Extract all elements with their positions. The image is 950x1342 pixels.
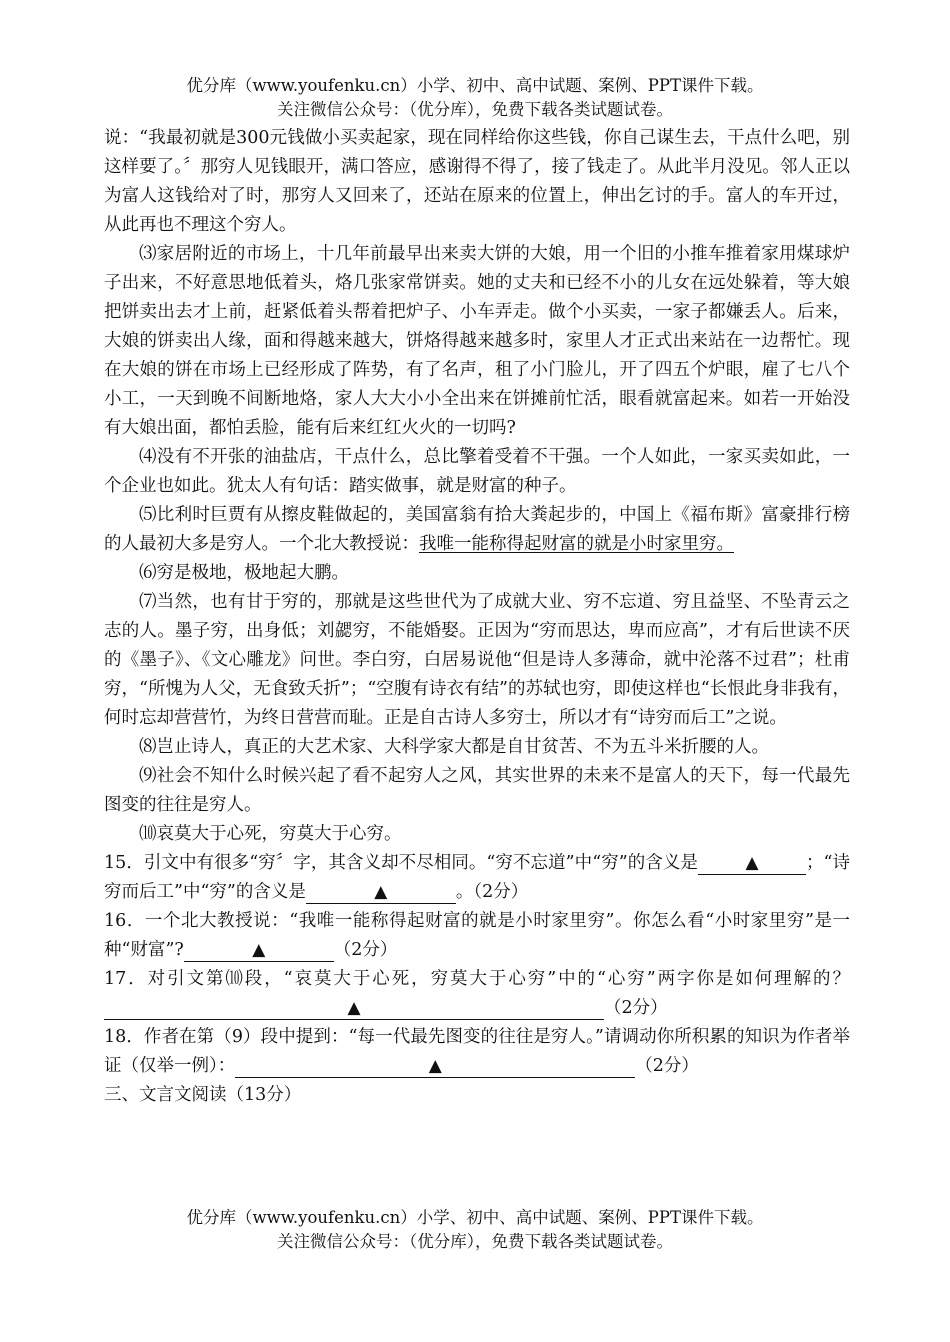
- question-15-text: 15．引文中有很多“穷〞字，其含义却不尽相同。“穷不忘道”中“穷”的含义是: [104, 853, 698, 873]
- page-header: [0, 74, 950, 122]
- question-15-text-2: ；“诗穷而后工”中“穷”的含义是: [104, 853, 851, 902]
- paragraph-5-text: ⑸比利时巨贾有从擦皮鞋做起的，美国富翁有拾大粪起步的，中国上《福布斯》富豪排行榜的人最初大多是穷人。一个北大教授说：: [104, 505, 850, 554]
- answer-blank-15a[interactable]: [698, 852, 806, 875]
- footer-line-2: 关注微信公众号：（优分库），免费下载各类试题试卷。: [277, 1232, 673, 1251]
- question-17-text: 17．对引文第⑽段，“哀莫大于心死，穷莫大于心穷”中的“心穷”两字你是如何理解的？: [104, 969, 850, 989]
- document-body: [104, 124, 850, 1110]
- paragraph-6: ⑹穷是极地，极地起大鹏。: [139, 563, 349, 583]
- question-15: [104, 849, 850, 907]
- answer-blank-16[interactable]: [184, 939, 334, 962]
- paragraph-5: [104, 501, 850, 559]
- paragraph-9: ⑼社会不知什么时候兴起了看不起穷人之风，其实世界的未来不是富人的天下，每一代最先图变的往往是穷人。: [104, 766, 850, 815]
- paragraph-4: ⑷没有不开张的油盐店，干点什么，总比擎着受着不干强。一个人如此，一家买卖如此，一个企业也如此。犹太人有句话：踏实做事，就是财富的种子。: [104, 447, 850, 496]
- header-line-1: 优分库（www.youfenku.cn）小学、初中、高中试题、案例、PPT课件下载。: [186, 76, 764, 95]
- paragraph-10: ⑽哀莫大于心死，穷莫大于心穷。: [139, 824, 402, 844]
- paragraph-8: ⑻岂止诗人，真正的大艺术家、大科学家大都是自甘贫苦、不为五斗米折腰的人。: [139, 737, 769, 757]
- triangle-marker-icon: ▲: [745, 853, 759, 873]
- question-17: [104, 965, 850, 1023]
- triangle-marker-icon: ▲: [428, 1056, 442, 1076]
- paragraph-continued: 说：“我最初就是300元钱做小买卖起家，现在同样给你这些钱，你自己谋生去，干点什么吧，别这样要了。〞那穷人见钱眼开，满口答应，感谢得不得了，接了钱走了。从此半月没见。邻人正以为富人这钱给对了时，那穷人又回来了，还站在原来的位置上，伸出乞讨的手。富人的车开过，从此再也不理这个穷人。: [104, 128, 850, 235]
- answer-blank-15b[interactable]: [306, 881, 456, 904]
- paragraph-3: ⑶家居附近的市场上，十几年前最早出来卖大饼的大娘，用一个旧的小推车推着家用煤球炉子出来，不好意思地低着头，烙几张家常饼卖。她的丈夫和已经不小的儿女在远处躲着，等大娘把饼卖出去才上前，赶紧低着头帮着把炉子、小车弄走。做个小买卖，一家子都嫌丢人。后来，大娘的饼卖出人缘，面和得越来越大，饼烙得越来越多时，家里人才正式出来站在一边帮忙。现在大娘的饼在市场上已经形成了阵势，有了名声，租了小门脸儿，开了四五个炉眼，雇了七八个小工，一天到晚不间断地烙，家人大大小小全出来在饼摊前忙活，眼看就富起来。如若一开始没有大娘出面，都怕丢脸，能有后来红红火火的一切吗?: [104, 244, 850, 438]
- triangle-marker-icon: ▲: [252, 940, 266, 960]
- question-16: [104, 907, 850, 965]
- question-18-text: 18．作者在第（9）段中提到：“每一代最先图变的往往是穷人。”请调动你所积累的知识为作者举证（仅举一例）：: [104, 1027, 850, 1076]
- triangle-marker-icon: ▲: [347, 998, 361, 1018]
- question-16-score: （2分）: [333, 940, 398, 960]
- triangle-marker-icon: ▲: [374, 882, 388, 902]
- answer-blank-17[interactable]: [104, 997, 604, 1020]
- page-footer: [0, 1206, 950, 1254]
- question-18-score: （2分）: [635, 1056, 699, 1076]
- footer-line-1: 优分库（www.youfenku.cn）小学、初中、高中试题、案例、PPT课件下载。: [186, 1208, 764, 1227]
- header-line-2: 关注微信公众号：（优分库），免费下载各类试题试卷。: [277, 100, 673, 119]
- paragraph-7: ⑺当然，也有甘于穷的，那就是这些世代为了成就大业、穷不忘道、穷且益坚、不坠青云之志的人。墨子穷，出身低；刘勰穷，不能婚娶。正因为“穷而思达，卑而应高”，才有后世读不厌的《墨子》、《文心雕龙》问世。李白穷，白居易说他“但是诗人多薄命，就中沦落不过君”；杜甫穷，“所愧为人父，无食致夭折”；“空腹有诗衣有结”的苏轼也穷，即使这样也“长恨此身非我有，何时忘却营营竹，为终日营营而耻。正是自古诗人多穷士，所以才有“诗穷而后工”之说。: [104, 592, 850, 728]
- section-3-heading: 三、文言文阅读（13分）: [104, 1085, 302, 1105]
- underlined-quote: 我唯一能称得起财富的就是小时家里穷。: [419, 534, 734, 554]
- question-16-text: 16．一个北大教授说：“我唯一能称得起财富的就是小时家里穷”。你怎么看“小时家里穷”是一种“财富”?: [104, 911, 850, 960]
- question-18: [104, 1023, 850, 1081]
- question-15-score: 。（2分）: [455, 882, 529, 902]
- answer-blank-18[interactable]: [235, 1055, 635, 1078]
- question-17-score: （2分）: [604, 998, 668, 1018]
